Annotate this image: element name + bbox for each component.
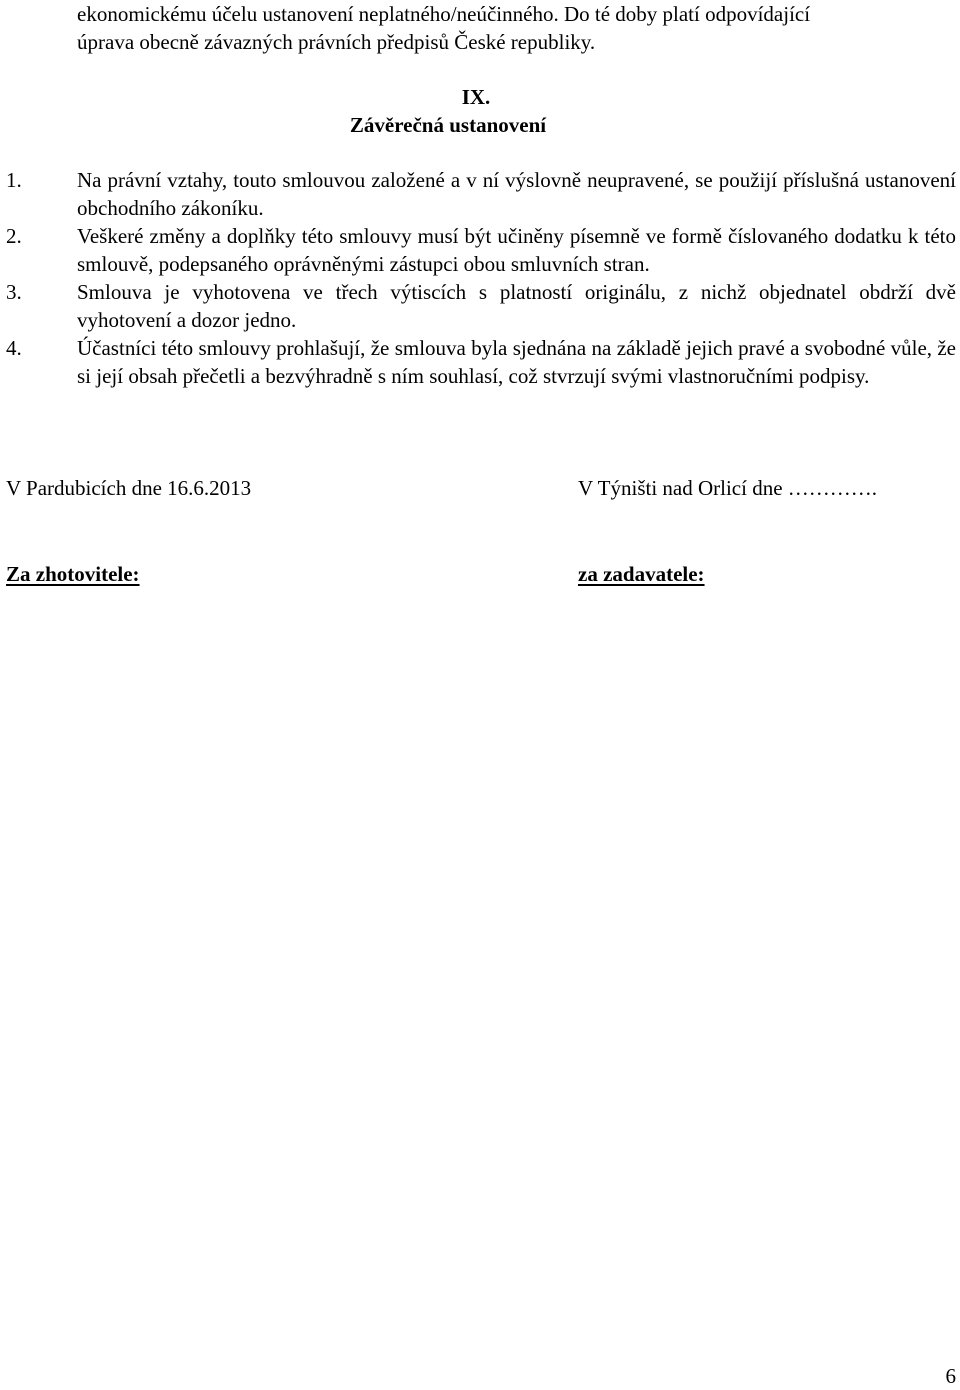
contractor-label: Za zhotovitele:	[6, 562, 140, 586]
page-number: 6	[945, 1364, 956, 1388]
client-place-date: V Týništi nad Orlicí dne ………….	[578, 476, 878, 500]
clause-list	[0, 166, 960, 390]
clause-number: 1.	[6, 168, 22, 192]
clause-text: Smlouva je vyhotovena ve třech výtiscích s platností originálu, z nichž objednatel obdrží dvě vyhotovení a dozor jedno.	[77, 280, 956, 332]
clause-item-2	[0, 222, 960, 278]
clause-number: 4.	[6, 336, 22, 360]
clause-item-1	[0, 166, 960, 222]
section-title: Závěrečná ustanovení	[349, 113, 547, 137]
contractor-place-date: V Pardubicích dne 16.6.2013	[6, 476, 252, 500]
client-label: za zadavatele:	[578, 562, 705, 586]
continuation-line-2: úprava obecně závazných právních předpisů České republiky.	[77, 30, 596, 54]
clause-text: Na právní vztahy, touto smlouvou založené a v ní výslovně neupravené, se použijí příslušná ustanovení obchodního zákoníku.	[77, 168, 956, 220]
clause-text: Účastníci této smlouvy prohlašují, že smlouva byla sjednána na základě jejich pravé a svobodné vůle, že si její obsah přečetli a bezvýhradně s ním souhlasí, což stvrzují svými vlastnoručními podpisy.	[77, 336, 956, 388]
section-number: IX.	[461, 85, 491, 109]
continuation-line-1: ekonomickému účelu ustanovení neplatného/neúčinného. Do té doby platí odpovídající	[77, 2, 811, 26]
clause-number: 3.	[6, 280, 22, 304]
clause-item-3	[0, 278, 960, 334]
clause-text: Veškeré změny a doplňky této smlouvy musí být učiněny písemně ve formě číslovaného dodatku k této smlouvě, podepsaného oprávněnými zástupci obou smluvních stran.	[77, 224, 956, 276]
clause-number: 2.	[6, 224, 22, 248]
clause-item-4	[0, 334, 960, 390]
continuation-paragraph	[77, 0, 957, 56]
